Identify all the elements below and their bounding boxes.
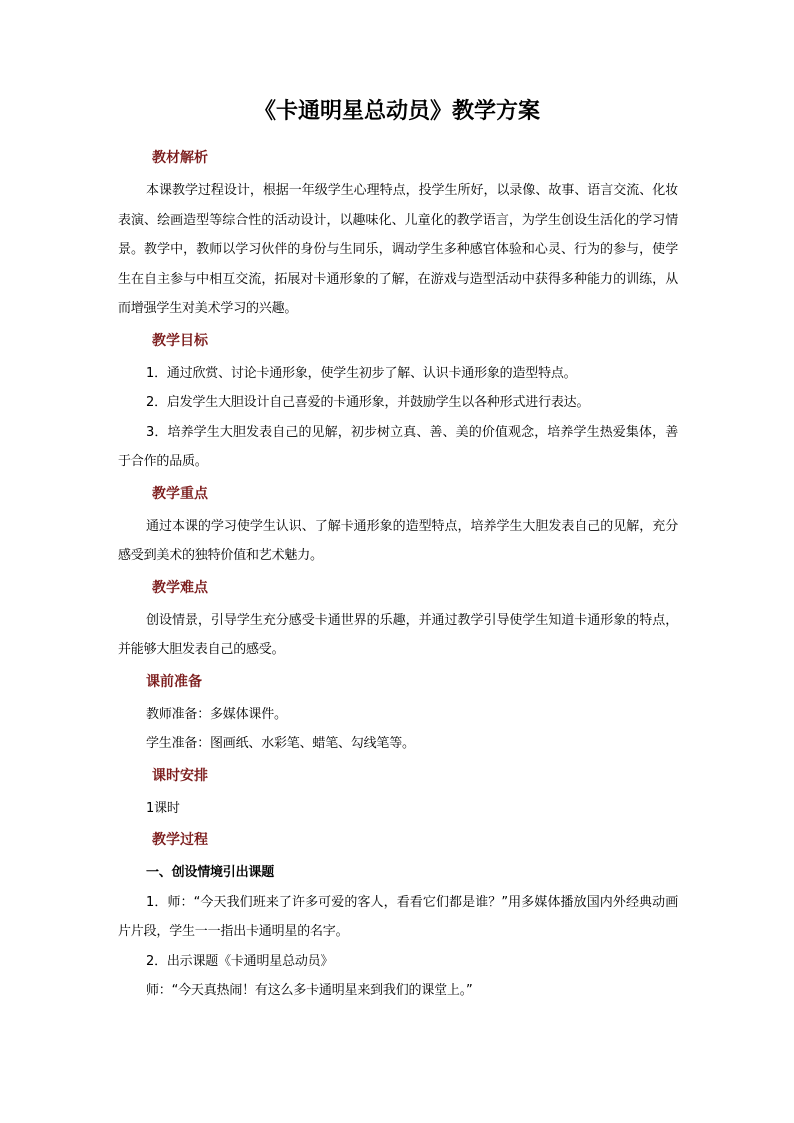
heading-schedule: 课时安排 [152, 767, 208, 784]
paragraph-difficulties: 创设情景，引导学生充分感受卡通世界的乐趣，并通过教学引导使学生知道卡通形象的特点，并能够大胆发表自己的感受。 [118, 612, 678, 657]
paragraph-goal-3: 3．培养学生大胆发表自己的见解，初步树立真、善、美的价值观念，培养学生热爱集体，善于合作的品质。 [118, 424, 678, 469]
paragraph-goal-1: 1．通过欣赏、讨论卡通形象，使学生初步了解、认识卡通形象的造型特点。 [146, 365, 577, 381]
paragraph-schedule: 1课时 [146, 800, 180, 816]
heading-goals: 教学目标 [152, 332, 208, 349]
paragraph-goal-2: 2．启发学生大胆设计自己喜爱的卡通形象，并鼓励学生以各种形式进行表达。 [146, 395, 590, 410]
paragraph-process-1: 1．师：“今天我们班来了许多可爱的客人，看看它们都是谁？”用多媒体播放国内外经典动画片片段，学生一一指出卡通明星的名字。 [118, 894, 678, 939]
paragraph-analysis: 本课教学过程设计，根据一年级学生心理特点，投学生所好，以录像、故事、语言交流、化妆表演、绘画造型等综合性的活动设计，以趣味化、儿童化的教学语言，为学生创设生活化的学习情景。教学中，教师以学习伙伴的身份与生同乐，调动学生多种感官体验和心灵、行为的参与，使学生在自主参与中相互交流，拓展对卡通形象的了解，在游戏与造型活动中获得多种能力的训练，从而增强学生对美术学习的兴趣。 [118, 183, 678, 316]
heading-preparation: 课前准备 [146, 673, 202, 690]
heading-difficulties: 教学难点 [152, 579, 208, 596]
paragraph-process-2: 2．出示课题《卡通明星总动员》 [146, 953, 334, 969]
paragraph-teacher-preparation: 教师准备：多媒体课件。 [146, 706, 287, 722]
paragraph-process-3: 师：“今天真热闹！有这么多卡通明星来到我们的课堂上。” [146, 983, 473, 998]
heading-analysis: 教材解析 [152, 150, 208, 166]
paragraph-key-points: 通过本课的学习使学生认识、了解卡通形象的造型特点，培养学生大胆发表自己的见解，充分感受到美术的独特价值和艺术魅力。 [118, 518, 678, 563]
document-body [118, 147, 678, 1006]
subheading-process-step-1: 一、创设情境引出课题 [146, 865, 275, 880]
document-title: 《卡通明星总动员》教学方案 [253, 98, 540, 124]
paragraph-student-preparation: 学生准备：图画纸、水彩笔、蜡笔、勾线笔等。 [146, 736, 415, 751]
heading-key-points: 教学重点 [152, 485, 208, 502]
heading-process: 教学过程 [152, 832, 208, 848]
